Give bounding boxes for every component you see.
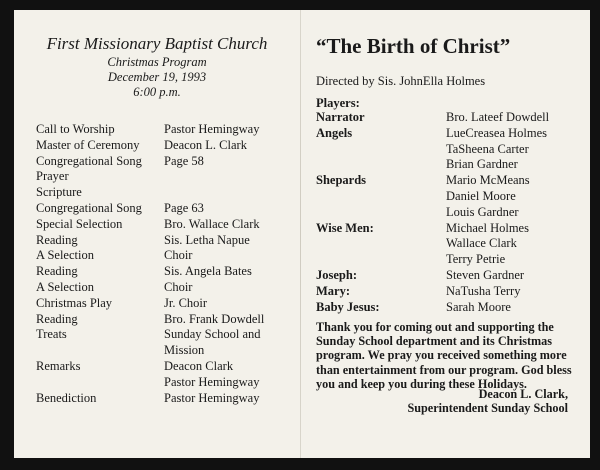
program-sheet	[14, 10, 590, 458]
program-item: Scripture	[36, 185, 82, 200]
cast-actor: Terry Petrie	[446, 252, 506, 267]
program-participant: Pastor Hemingway	[164, 390, 260, 405]
players-label: Players:	[316, 96, 360, 110]
program-row	[36, 327, 300, 343]
cast-actor: Daniel Moore	[446, 188, 516, 203]
cast-role: Baby Jesus:	[316, 299, 380, 314]
cast-actor: Louis Gardner	[446, 204, 519, 219]
cast-role	[316, 189, 446, 205]
program-item: A Selection	[36, 279, 94, 294]
program-participant: Choir	[164, 279, 193, 294]
program-item: Congregational Song	[36, 200, 142, 215]
cast-list	[316, 110, 586, 315]
program-row	[36, 201, 300, 217]
cast-row	[316, 157, 586, 173]
cast-actor: Steven Gardner	[446, 267, 525, 282]
play-title: “The Birth of Christ”	[316, 34, 511, 58]
program-item: A Selection	[36, 248, 94, 263]
cast-row	[316, 126, 586, 142]
cast-actor: Sarah Moore	[446, 299, 511, 314]
cast-actor: LueCreasea Holmes	[446, 125, 548, 140]
cast-row	[316, 300, 586, 316]
program-participant: Bro. Frank Dowdell	[164, 311, 265, 326]
program-participant: Pastor Hemingway	[164, 374, 260, 389]
cast-role	[316, 252, 446, 268]
cast-role	[316, 205, 446, 221]
program-participant: Sunday School and	[164, 327, 261, 342]
cast-actor: Michael Holmes	[446, 220, 529, 235]
cast-role: Angels	[316, 125, 353, 140]
signature-name: Deacon L. Clark,	[478, 387, 568, 401]
cast-role	[316, 142, 446, 158]
program-item: Call to Worship	[36, 122, 115, 136]
program-participant: Deacon L. Clark	[164, 137, 247, 152]
program-row	[36, 359, 300, 375]
program-item: Christmas Play	[36, 295, 113, 310]
page-fold	[300, 10, 301, 458]
program-order-list	[36, 122, 300, 406]
cast-role	[316, 157, 446, 173]
program-row	[36, 122, 300, 138]
program-name: Christmas Program	[107, 55, 207, 69]
thank-you-note: Thank you for coming out and supporting the Sunday School department and its Christmas program. We pray you received something more than entertainment from our program. God bless you and keep you during these Holidays.	[316, 320, 572, 391]
cast-row	[316, 221, 586, 237]
program-item: Congregational Song	[36, 153, 142, 168]
cast-row	[316, 252, 586, 268]
program-item: Reading	[36, 311, 78, 326]
cast-row	[316, 142, 586, 158]
cast-row	[316, 189, 586, 205]
program-participant: Page 58	[164, 153, 204, 168]
program-item	[36, 375, 164, 391]
cast-actor: Bro. Lateef Dowdell	[446, 110, 550, 124]
cast-actor: NaTusha Terry	[446, 283, 521, 298]
program-row	[36, 391, 300, 407]
program-time: 6:00 p.m.	[133, 85, 181, 99]
cast-row	[316, 284, 586, 300]
cast-actor: Mario McMeans	[446, 173, 530, 188]
program-participant: Sis. Letha Napue	[164, 232, 250, 247]
program-row	[36, 343, 300, 359]
program-row	[36, 233, 300, 249]
program-participant: Mission	[164, 343, 205, 358]
program-row	[36, 185, 300, 201]
program-participant	[164, 185, 300, 201]
church-name: First Missionary Baptist Church	[46, 34, 268, 53]
program-row	[36, 169, 300, 185]
program-participant: Bro. Wallace Clark	[164, 216, 260, 231]
cast-actor: TaSheena Carter	[446, 141, 529, 156]
program-item: Master of Ceremony	[36, 137, 140, 152]
program-participant: Choir	[164, 248, 193, 263]
cast-role: Mary:	[316, 283, 351, 298]
cast-row	[316, 236, 586, 252]
cast-actor: Brian Gardner	[446, 157, 518, 172]
cast-actor: Wallace Clark	[446, 236, 517, 251]
cast-role	[316, 236, 446, 252]
cast-row	[316, 173, 586, 189]
program-row	[36, 296, 300, 312]
program-item	[36, 343, 164, 359]
program-item: Treats	[36, 327, 67, 342]
cast-role: Narrator	[316, 110, 365, 124]
cast-row	[316, 268, 586, 284]
directed-by: Directed by Sis. JohnElla Holmes	[316, 74, 486, 88]
program-row	[36, 375, 300, 391]
program-row	[36, 248, 300, 264]
cast-row	[316, 110, 586, 126]
program-item: Remarks	[36, 358, 81, 373]
cast-row	[316, 205, 586, 221]
program-item: Special Selection	[36, 216, 123, 231]
program-row	[36, 217, 300, 233]
program-date: December 19, 1993	[107, 70, 207, 84]
cast-role: Wise Men:	[316, 220, 374, 235]
program-participant: Pastor Hemingway	[164, 122, 260, 136]
program-item: Prayer	[36, 169, 69, 184]
program-item: Reading	[36, 232, 78, 247]
program-participant: Jr. Choir	[164, 295, 208, 310]
program-row	[36, 154, 300, 170]
program-participant: Sis. Angela Bates	[164, 264, 252, 279]
cast-role: Joseph:	[316, 267, 357, 282]
program-row	[36, 264, 300, 280]
program-item: Reading	[36, 264, 78, 279]
program-participant	[164, 169, 300, 185]
signature-title: Superintendent Sunday School	[407, 401, 568, 415]
program-row	[36, 312, 300, 328]
program-item: Benediction	[36, 390, 97, 405]
program-row	[36, 280, 300, 296]
program-row	[36, 138, 300, 154]
cast-role: Shepards	[316, 173, 367, 188]
program-participant: Deacon Clark	[164, 358, 234, 373]
program-participant: Page 63	[164, 200, 204, 215]
